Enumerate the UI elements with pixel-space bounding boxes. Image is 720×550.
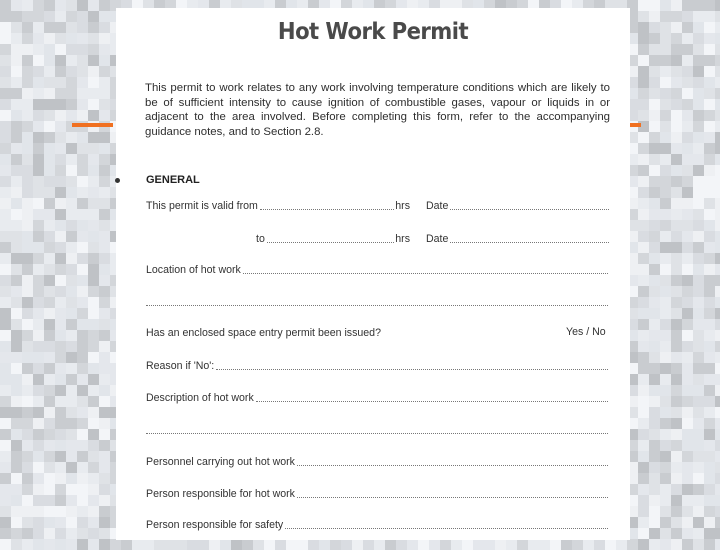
hrs-label: hrs — [395, 200, 410, 212]
description-input-line-2[interactable] — [146, 432, 608, 434]
responsible-hot-work-input-line[interactable] — [297, 496, 608, 498]
responsible-safety-input-line[interactable] — [285, 527, 608, 529]
valid-from-label: This permit is valid from — [146, 200, 258, 212]
intro-paragraph: This permit to work relates to any work involving temperature conditions which are likely to be of sufficient intensity to cause ignition of combustible gases, vapour or liquids in or adjacent to the area involved. Before completing this form, refer to the accompanying guidance notes, and to Section 2.8. — [145, 82, 610, 138]
accent-bar-left — [72, 123, 113, 127]
date-label: Date — [426, 233, 449, 245]
valid-to-label: to — [256, 233, 265, 245]
enclosed-space-question — [146, 325, 610, 339]
bullet-icon — [115, 178, 120, 183]
accent-bar-right — [630, 123, 641, 127]
valid-to-field[interactable] — [256, 231, 410, 245]
enclosed-space-label: Has an enclosed space entry permit been issued? — [146, 327, 381, 339]
section-heading-general: GENERAL — [146, 174, 200, 186]
date-label: Date — [426, 200, 449, 212]
responsible-hot-work-label: Person responsible for hot work — [146, 488, 295, 500]
personnel-input-line[interactable] — [297, 464, 608, 466]
responsible-safety-field[interactable] — [146, 517, 610, 531]
location-label: Location of hot work — [146, 264, 241, 276]
valid-to-date-field[interactable] — [426, 231, 610, 245]
yes-no-choice[interactable]: Yes / No — [566, 326, 606, 338]
reason-field[interactable] — [146, 358, 610, 372]
location-input-line[interactable] — [243, 272, 608, 274]
location-field[interactable] — [146, 262, 610, 276]
reason-label: Reason if 'No': — [146, 360, 215, 372]
personnel-label: Personnel carrying out hot work — [146, 456, 295, 468]
reason-input-line[interactable] — [216, 368, 608, 370]
description-continuation-line[interactable] — [146, 422, 610, 436]
location-input-line-2[interactable] — [146, 304, 608, 306]
responsible-safety-label: Person responsible for safety — [146, 519, 284, 531]
to-date-input-line[interactable] — [450, 241, 609, 243]
description-input-line[interactable] — [256, 400, 608, 402]
valid-to-input-line[interactable] — [267, 241, 394, 243]
personnel-field[interactable] — [146, 454, 610, 468]
location-continuation-line[interactable] — [146, 294, 610, 308]
valid-from-field[interactable] — [146, 198, 410, 212]
description-label: Description of hot work — [146, 392, 254, 404]
valid-from-date-field[interactable] — [426, 198, 610, 212]
hrs-label: hrs — [395, 233, 410, 245]
page-title: Hot Work Permit — [277, 19, 469, 45]
valid-from-input-line[interactable] — [260, 208, 394, 210]
from-date-input-line[interactable] — [450, 208, 609, 210]
description-field[interactable] — [146, 390, 610, 404]
responsible-hot-work-field[interactable] — [146, 486, 610, 500]
